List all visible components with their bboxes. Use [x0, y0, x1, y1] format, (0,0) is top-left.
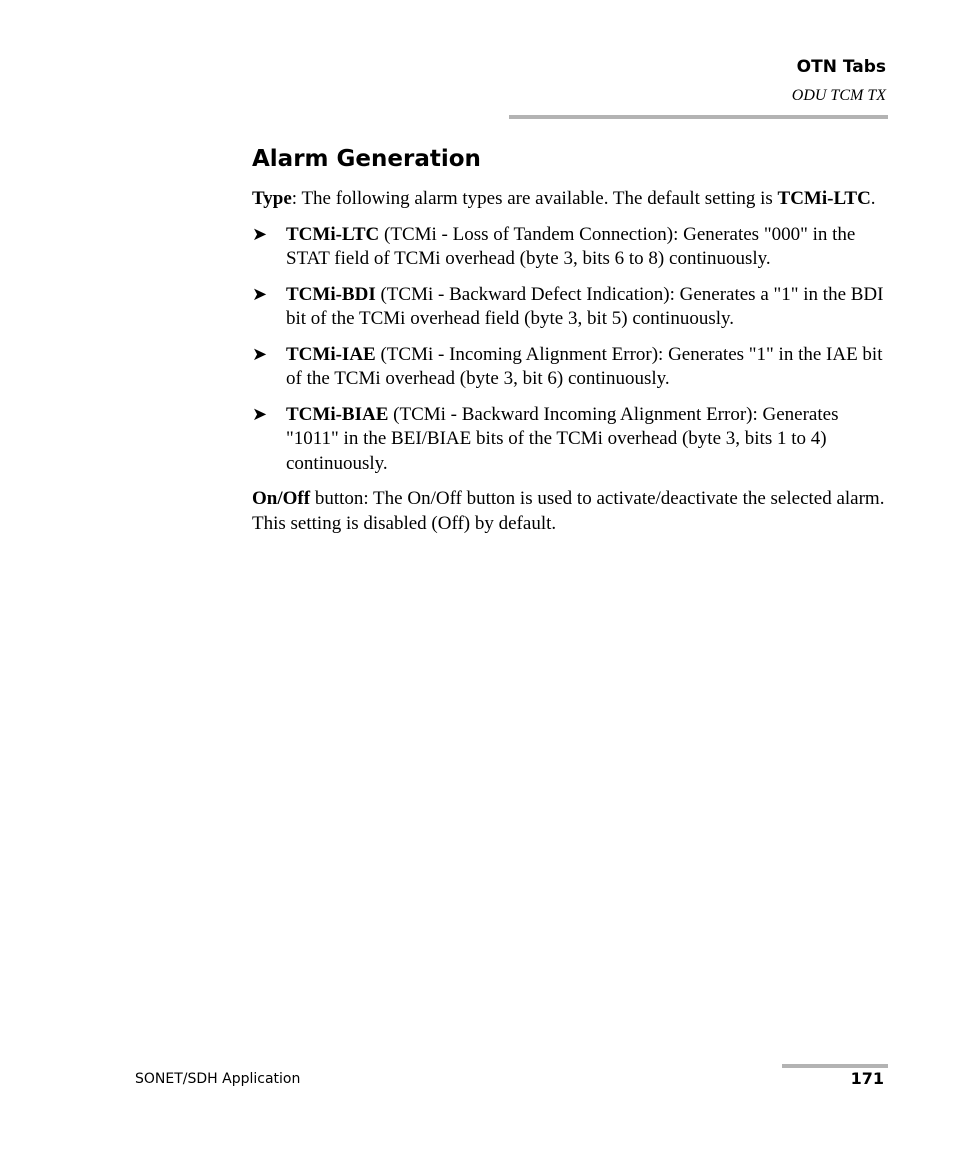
alarm-description: (TCMi - Backward Incoming Alignment Error): Generates "1011" in the BEI/BIAE bits of the TCMi overhead (byte 3, bits 1 to 4) continuously.	[286, 403, 839, 474]
main-content	[252, 143, 888, 547]
onoff-text: button: The On/Off button is used to activate/deactivate the selected alarm. This setting is disabled (Off) by default.	[252, 488, 885, 534]
alarm-term: TCMi-LTC	[286, 223, 380, 245]
onoff-paragraph	[252, 487, 888, 536]
footer-rule	[782, 1064, 888, 1068]
alarm-description: (TCMi - Backward Defect Indication): Generates a "1" in the BDI bit of the TCMi overhead field (byte 3, bit 5) continuously.	[286, 283, 884, 329]
section-title: Alarm Generation	[252, 146, 481, 172]
running-header-subtitle: ODU TCM TX	[791, 87, 886, 104]
arrow-bullet-icon: ➤	[252, 223, 268, 245]
type-default-value: TCMi-LTC	[777, 188, 871, 209]
alarm-description: (TCMi - Loss of Tandem Connection): Generates "000" in the STAT field of TCMi overhead (byte 3, bits 6 to 8) continuously.	[286, 223, 856, 269]
header-rule	[509, 115, 888, 119]
alarm-term: TCMi-IAE	[286, 343, 376, 365]
running-header-title: OTN Tabs	[796, 57, 886, 77]
alarm-type-list	[252, 223, 888, 477]
list-item	[252, 283, 888, 332]
onoff-label: On/Off	[252, 488, 311, 509]
alarm-term: TCMi-BIAE	[286, 403, 389, 425]
list-item	[252, 343, 888, 392]
arrow-bullet-icon: ➤	[252, 283, 268, 305]
arrow-bullet-icon: ➤	[252, 343, 268, 365]
arrow-bullet-icon: ➤	[252, 403, 268, 425]
list-item	[252, 403, 888, 477]
type-text-end: .	[870, 188, 876, 209]
type-label: Type	[252, 188, 292, 209]
alarm-term: TCMi-BDI	[286, 283, 376, 305]
page-number: 171	[850, 1069, 884, 1088]
type-paragraph	[252, 187, 888, 212]
type-text: : The following alarm types are available. The default setting is	[291, 188, 778, 209]
alarm-description: (TCMi - Incoming Alignment Error): Generates "1" in the IAE bit of the TCMi overhead (byte 3, bit 6) continuously.	[286, 343, 883, 389]
footer-document-title: SONET/SDH Application	[135, 1071, 301, 1087]
list-item	[252, 223, 888, 272]
